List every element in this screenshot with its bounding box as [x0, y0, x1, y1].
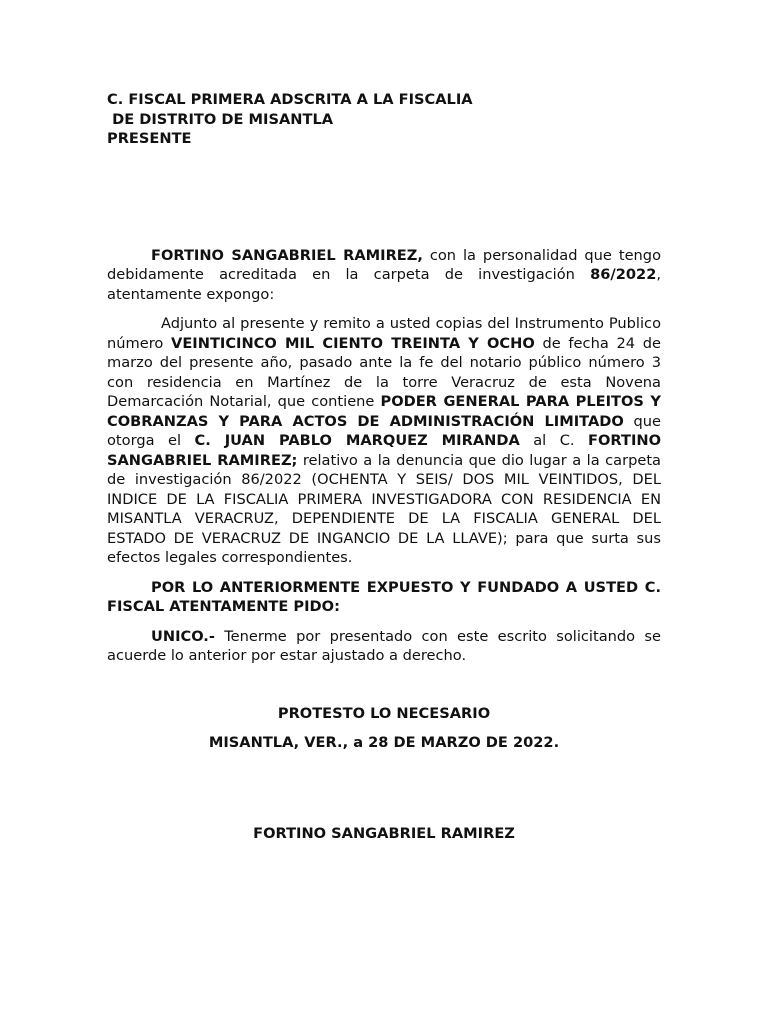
- unico-paragraph: [107, 627, 661, 666]
- main-text-4: al C.: [519, 432, 589, 449]
- unico-text: Tenerme por presentado con este escrito solicitando se acuerde lo anterior por estar ajustado a derecho.: [107, 627, 661, 664]
- protesto-line: PROTESTO LO NECESARIO: [277, 704, 491, 722]
- place-date-line: MISANTLA, VER., a 28 DE MARZO DE 2022.: [208, 734, 560, 751]
- intro-paragraph: [107, 246, 661, 305]
- address-line-2: DE DISTRITO DE MISANTLA: [107, 110, 334, 128]
- main-text-1: Adjunto al presente y remito a usted copias del Instrumento Publico número: [107, 315, 661, 352]
- document-page: [107, 90, 661, 843]
- otorgante-name: C. JUAN PABLO MARQUEZ MIRANDA: [194, 432, 520, 449]
- petition-paragraph: POR LO ANTERIORMENTE EXPUESTO Y FUNDADO A USTED C. FISCAL ATENTAMENTE PIDO:: [107, 578, 661, 615]
- carpeta-number: 86/2022: [590, 266, 657, 283]
- address-line-3: PRESENTE: [107, 130, 192, 147]
- address-line-1: C. FISCAL PRIMERA ADSCRITA A LA FISCALIA: [107, 91, 473, 108]
- intro-text-2: , atentamente expongo:: [107, 266, 661, 303]
- promovente-name: FORTINO SANGABRIEL RAMIREZ,: [151, 246, 423, 264]
- poder-type: PODER GENERAL PARA PLEITOS Y COBRANZAS Y PARA ACTOS DE ADMINISTRACIÓN LIMITADO: [107, 393, 661, 430]
- intro-text-1: con la personalidad que tengo debidamente acreditada en la carpeta de investigación: [107, 246, 661, 283]
- main-paragraph: [107, 314, 661, 568]
- recipient-address: [107, 90, 661, 149]
- main-text-2: de fecha 24 de marzo del presente año, pasado ante la fe del notario público número 3 con residencia en Martínez de la torre Veracruz de esta Novena Demarcación Notarial, que contiene: [107, 334, 661, 410]
- unico-label: UNICO.-: [151, 627, 215, 645]
- main-text-3: que otorga el: [107, 412, 661, 449]
- document-body: [107, 246, 661, 666]
- instrumento-number: VEINTICINCO MIL CIENTO TREINTA Y OCHO: [171, 334, 535, 352]
- apoderado-name: FORTINO SANGABRIEL RAMIREZ;: [107, 432, 661, 469]
- signature-name: FORTINO SANGABRIEL RAMIREZ: [253, 824, 515, 842]
- main-text-5: relativo a la denuncia que dio lugar a la carpeta de investigación 86/2022 (OCHENTA Y SEIS/ DOS MIL VEINTIDOS, DEL INDICE DE LA FISCALIA PRIMERA INVESTIGADORA CON RESIDENCIA EN MISANTLA VERACRUZ, DEPENDIENTE DE LA FISCALIA GENERAL DEL ESTADO DE VERACRUZ DE INGANCIO DE LA LLAVE); para que surta sus efectos legales correspondientes.: [107, 451, 662, 566]
